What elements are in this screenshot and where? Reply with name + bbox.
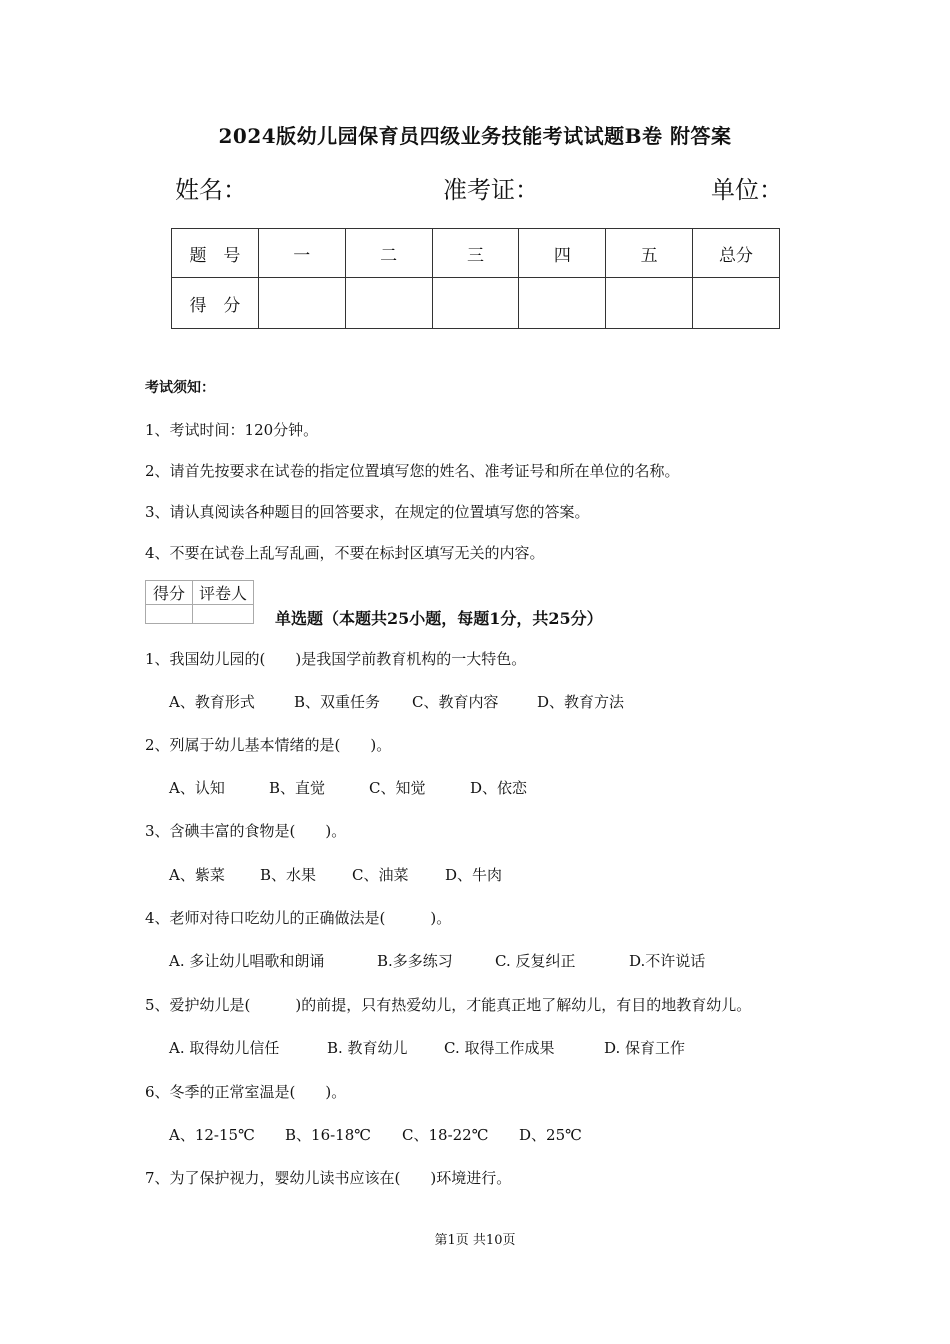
option[interactable]: B、16-18℃ — [285, 1126, 372, 1144]
header-cell: 三 — [432, 229, 519, 278]
grader-reviewer-cell[interactable] — [193, 605, 254, 624]
grader-score-cell[interactable] — [146, 605, 193, 624]
question-text: 5、爱护幼儿是( )的前提，只有热爱幼儿，才能真正地了解幼儿，有目的地教育幼儿。 — [145, 996, 752, 1014]
header-cell: 五 — [606, 229, 693, 278]
question-text: 1、我国幼儿园的( )是我国学前教育机构的一大特色。 — [145, 650, 527, 668]
section-title: 单选题（本题共25小题，每题1分，共25分） — [275, 609, 603, 628]
question-text: 3、含碘丰富的食物是( )。 — [145, 822, 347, 840]
score-cell[interactable] — [432, 278, 519, 329]
grader-score-label: 得分 — [146, 581, 193, 605]
page-footer: 第1页 共10页 — [434, 1233, 516, 1248]
question-text: 4、老师对待口吃幼儿的正确做法是( )。 — [145, 909, 452, 927]
option[interactable]: C、18-22℃ — [402, 1126, 489, 1144]
exam-title: 2024版幼儿园保育员四级业务技能考试试题B卷 附答案 — [218, 124, 732, 148]
option[interactable]: D、教育方法 — [537, 693, 625, 711]
option[interactable]: A. 取得幼儿信任 — [169, 1039, 280, 1057]
option[interactable]: B、双重任务 — [294, 693, 381, 711]
option[interactable]: A、认知 — [169, 779, 225, 797]
unit-label: 单位： — [711, 176, 783, 204]
notice-item: 2、请首先按要求在试卷的指定位置填写您的姓名、准考证号和所在单位的名称。 — [145, 462, 680, 480]
option[interactable]: D、25℃ — [519, 1126, 582, 1144]
option[interactable]: A、12-15℃ — [169, 1126, 255, 1144]
option[interactable]: A. 多让幼儿唱歌和朗诵 — [169, 952, 325, 970]
option[interactable]: A、教育形式 — [169, 693, 255, 711]
score-cell[interactable] — [606, 278, 693, 329]
option[interactable]: B. 教育幼儿 — [327, 1039, 408, 1057]
score-cell[interactable] — [519, 278, 606, 329]
score-cell[interactable] — [258, 278, 345, 329]
option[interactable]: D、依恋 — [470, 779, 528, 797]
header-cell: 一 — [258, 229, 345, 278]
name-label: 姓名： — [175, 176, 247, 204]
notice-item: 4、不要在试卷上乱写乱画，不要在标封区填写无关的内容。 — [145, 544, 545, 562]
option[interactable]: B、直觉 — [269, 779, 326, 797]
option[interactable]: C. 取得工作成果 — [444, 1039, 555, 1057]
score-cell[interactable] — [345, 278, 432, 329]
candidate-info — [175, 170, 785, 206]
notice-heading: 考试须知： — [145, 380, 215, 396]
option[interactable]: D.不许说话 — [629, 952, 706, 970]
notice-item: 1、考试时间：120分钟。 — [145, 421, 319, 439]
row-label-cell: 得 分 — [172, 278, 259, 329]
score-table-header-row — [172, 229, 780, 278]
option[interactable]: C、知觉 — [369, 779, 426, 797]
question-text: 6、冬季的正常室温是( )。 — [145, 1083, 347, 1101]
header-cell: 二 — [345, 229, 432, 278]
exam-id-label: 准考证： — [443, 176, 539, 204]
option[interactable]: C. 反复纠正 — [495, 952, 576, 970]
header-cell: 总分 — [693, 229, 780, 278]
option[interactable]: B、水果 — [260, 866, 317, 884]
question-text: 2、列属于幼儿基本情绪的是( )。 — [145, 736, 392, 754]
header-cell: 四 — [519, 229, 606, 278]
question-text: 7、为了保护视力，婴幼儿读书应该在( )环境进行。 — [145, 1169, 512, 1187]
score-table — [171, 228, 780, 329]
option[interactable]: D、牛肉 — [445, 866, 503, 884]
option[interactable]: C、教育内容 — [412, 693, 499, 711]
header-cell: 题 号 — [172, 229, 259, 278]
score-cell[interactable] — [693, 278, 780, 329]
option[interactable]: B.多多练习 — [377, 952, 453, 970]
option[interactable]: A、紫菜 — [169, 866, 225, 884]
notice-item: 3、请认真阅读各种题目的回答要求，在规定的位置填写您的答案。 — [145, 503, 590, 521]
grader-reviewer-label: 评卷人 — [193, 581, 254, 605]
score-table-score-row — [172, 278, 780, 329]
grader-box — [145, 580, 254, 624]
option[interactable]: C、油菜 — [352, 866, 409, 884]
option[interactable]: D. 保育工作 — [604, 1039, 686, 1057]
